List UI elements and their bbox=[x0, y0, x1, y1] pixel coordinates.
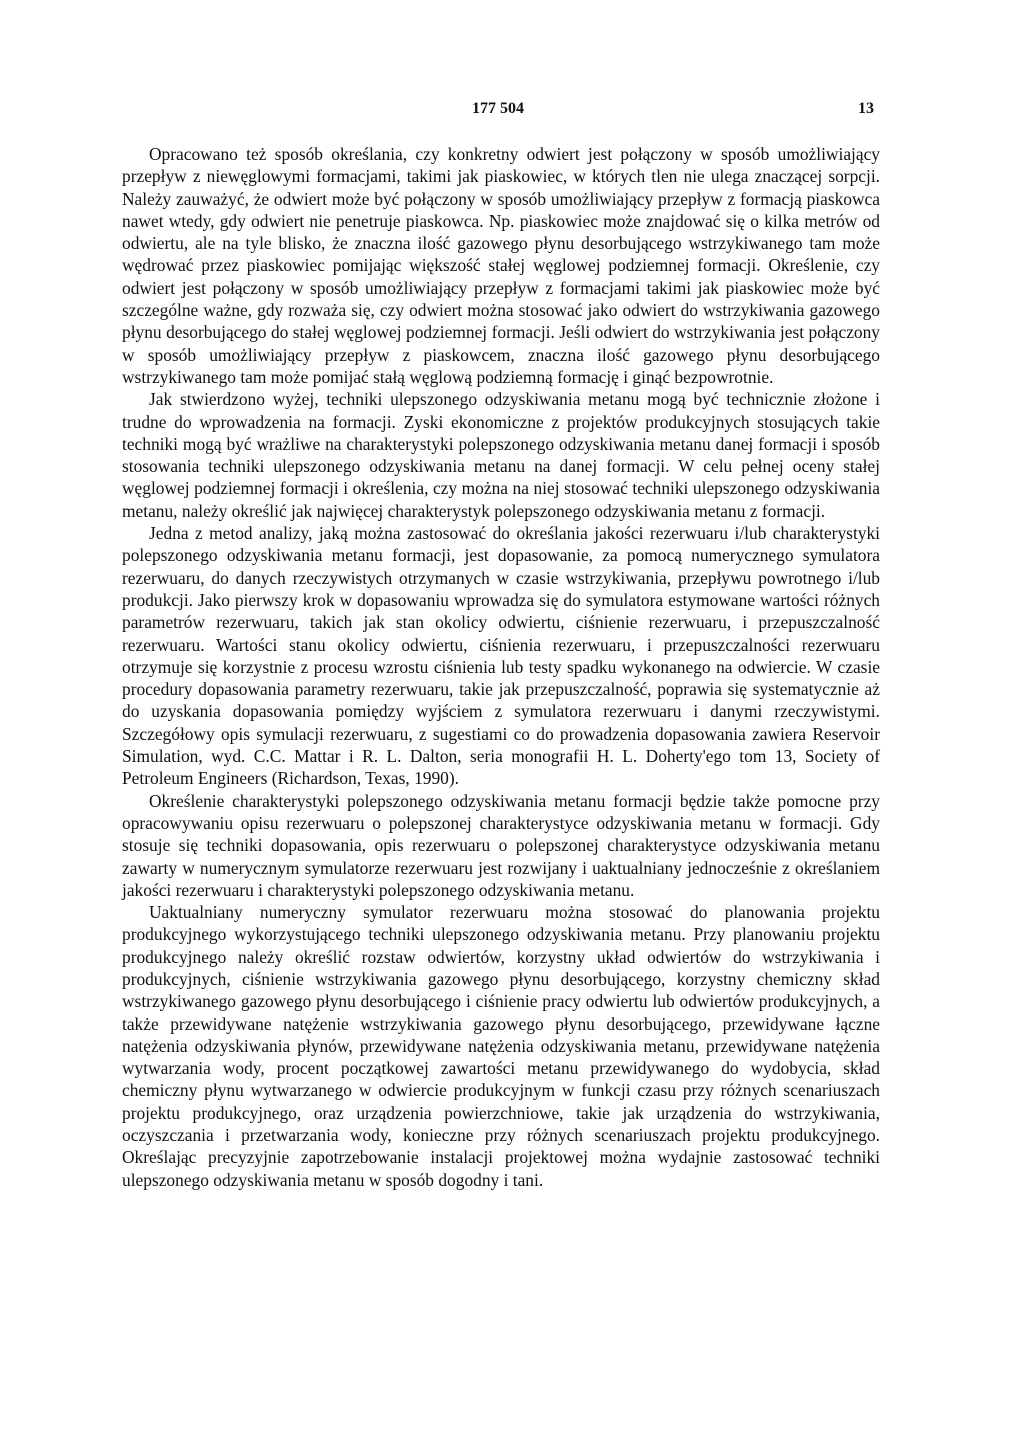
paragraph: Jedna z metod analizy, jaką można zastosować do określania jakości rezerwuaru i/lub charakterystyki polepszonego odzyskiwania metanu formacji, jest dopasowanie, za pomocą numerycznego symulatora rezerwuaru, do danych rzeczywistych otrzymanych w czasie wstrzykiwania, przepływu powrotnego i/lub produkcji. Jako pierwszy krok w dopasowaniu wprowadza się do symulatora estymowane wartości różnych parametrów rezerwuaru, takich jak stan okolicy odwiertu, ciśnienie rezerwuaru, i przepuszczalność rezerwuaru. Wartości stanu okolicy odwiertu, ciśnienia rezerwuaru, i przepuszczalności rezerwuaru otrzymuje się korzystnie z procesu wzrostu ciśnienia lub testy spadku wykonanego na odwiercie. W czasie procedury dopasowania parametry rezerwuaru, takie jak przepuszczalność, poprawia się systematycznie aż do uzyskania dopasowania pomiędzy wyjściem z symulatora rezerwuaru i danymi rzeczywistymi. Szczegółowy opis symulacji rezerwuaru, z sugestiami co do prowadzenia dopasowania zawiera Reservoir Simulation, wyd. C.C. Mattar i R. L. Dalton, seria monografii H. L. Doherty'ego tom 13, Society of Petroleum Engineers (Richardson, Texas, 1990). bbox=[122, 523, 880, 789]
page-number: 13 bbox=[858, 100, 874, 117]
paragraph: Jak stwierdzono wyżej, techniki ulepszonego odzyskiwania metanu mogą być technicznie złożone i trudne do wprowadzenia na formacji. Zyski ekonomiczne z projektów produkcyjnych stosujących takie techniki mogą być wrażliwe na charakterystyki polepszonego odzyskiwania metanu danej formacji i sposób stosowania techniki ulepszonego odzyskiwania metanu na danej formacji. W celu pełnej oceny stałej węglowej podziemnej formacji i określenia, czy można na niej stosować techniki ulepszonego odzyskiwania metanu, należy określić jak najwięcej charakterystyk polepszonego odzyskiwania metanu z formacji. bbox=[122, 389, 880, 521]
document-body bbox=[122, 143, 880, 1191]
paragraph: Określenie charakterystyki polepszonego odzyskiwania metanu formacji będzie także pomocne przy opracowywaniu opisu rezerwuaru o polepszonej charakterystyce odzyskiwania metanu w formacji. Gdy stosuje się techniki dopasowania, opis rezerwuaru o polepszonej charakterystyce odzyskiwania metanu zawarty w numerycznym symulatorze rezerwuaru jest rozwijany i uaktualniany jednocześnie z określaniem jakości rezerwuaru i charakterystyki polepszonego odzyskiwania metanu. bbox=[122, 790, 880, 900]
paragraph: Opracowano też sposób określania, czy konkretny odwiert jest połączony w sposób umożliwiający przepływ z niewęglowymi formacjami, takimi jak piaskowiec, w których tlen nie ulega znaczącej sorpcji. Należy zauważyć, że odwiert może być połączony w sposób umożliwiający przepływ z formacją piaskowca nawet wtedy, gdy odwiert nie penetruje piaskowca. Np. piaskowiec może znajdować się o kilka metrów od odwiertu, ale na tyle blisko, że znaczna ilość gazowego płynu desorbującego wstrzykiwanego tam może wędrować przez piaskowiec pomijając większość stałej węglowej podziemnej formacji. Określenie, czy odwiert jest połączony w sposób umożliwiający przepływ z formacjami takimi jak piaskowiec może być szczególne ważne, gdy rozważa się, czy odwiert można stosować jako odwiert do wstrzykiwania gazowego płynu desorbującego do stałej węglowej podziemnej formacji. Jeśli odwiert do wstrzykiwania jest połączony w sposób umożliwiający przepływ z piaskowcem, znaczna ilość gazowego płynu desorbującego wstrzykiwanego tam może pomijać stałą węglową podziemną formację i ginąć bezpowrotnie. bbox=[122, 144, 880, 387]
paragraph: Uaktualniany numeryczny symulator rezerwuaru można stosować do planowania projektu produkcyjnego wykorzystującego techniki ulepszonego odzyskiwania metanu. Przy planowaniu projektu produkcyjnego należy określić rozstaw odwiertów, korzystny układ odwiertów do wstrzykiwania i produkcyjnych, ciśnienie wstrzykiwania gazowego płynu desorbującego, korzystny chemiczny skład wstrzykiwanego gazowego płynu desorbującego i ciśnienie pracy odwiertu lub odwiertów produkcyjnych, a także przewidywane natężenie wstrzykiwania gazowego płynu desorbującego, przewidywane łączne natężenia odzyskiwania płynów, przewidywane natężenia odzyskiwania metanu, przewidywane natężenia wytwarzania wody, procent początkowej zawartości metanu przewidywanego do wydobycia, skład chemiczny płynu wytwarzanego w odwiercie produkcyjnym w funkcji czasu przy różnych scenariuszach projektu produkcyjnego, oraz urządzenia powierzchniowe, takie jak urządzenia do wstrzykiwania, oczyszczania i przetwarzania wody, konieczne przy różnych scenariuszach projektu produkcyjnego. Określając precyzyjnie zapotrzebowanie instalacji projektowej można wydajnie zastosować techniki ulepszonego odzyskiwania metanu w sposób dogodny i tani. bbox=[122, 902, 880, 1190]
page-header bbox=[122, 100, 874, 122]
patent-number: 177 504 bbox=[472, 100, 524, 117]
